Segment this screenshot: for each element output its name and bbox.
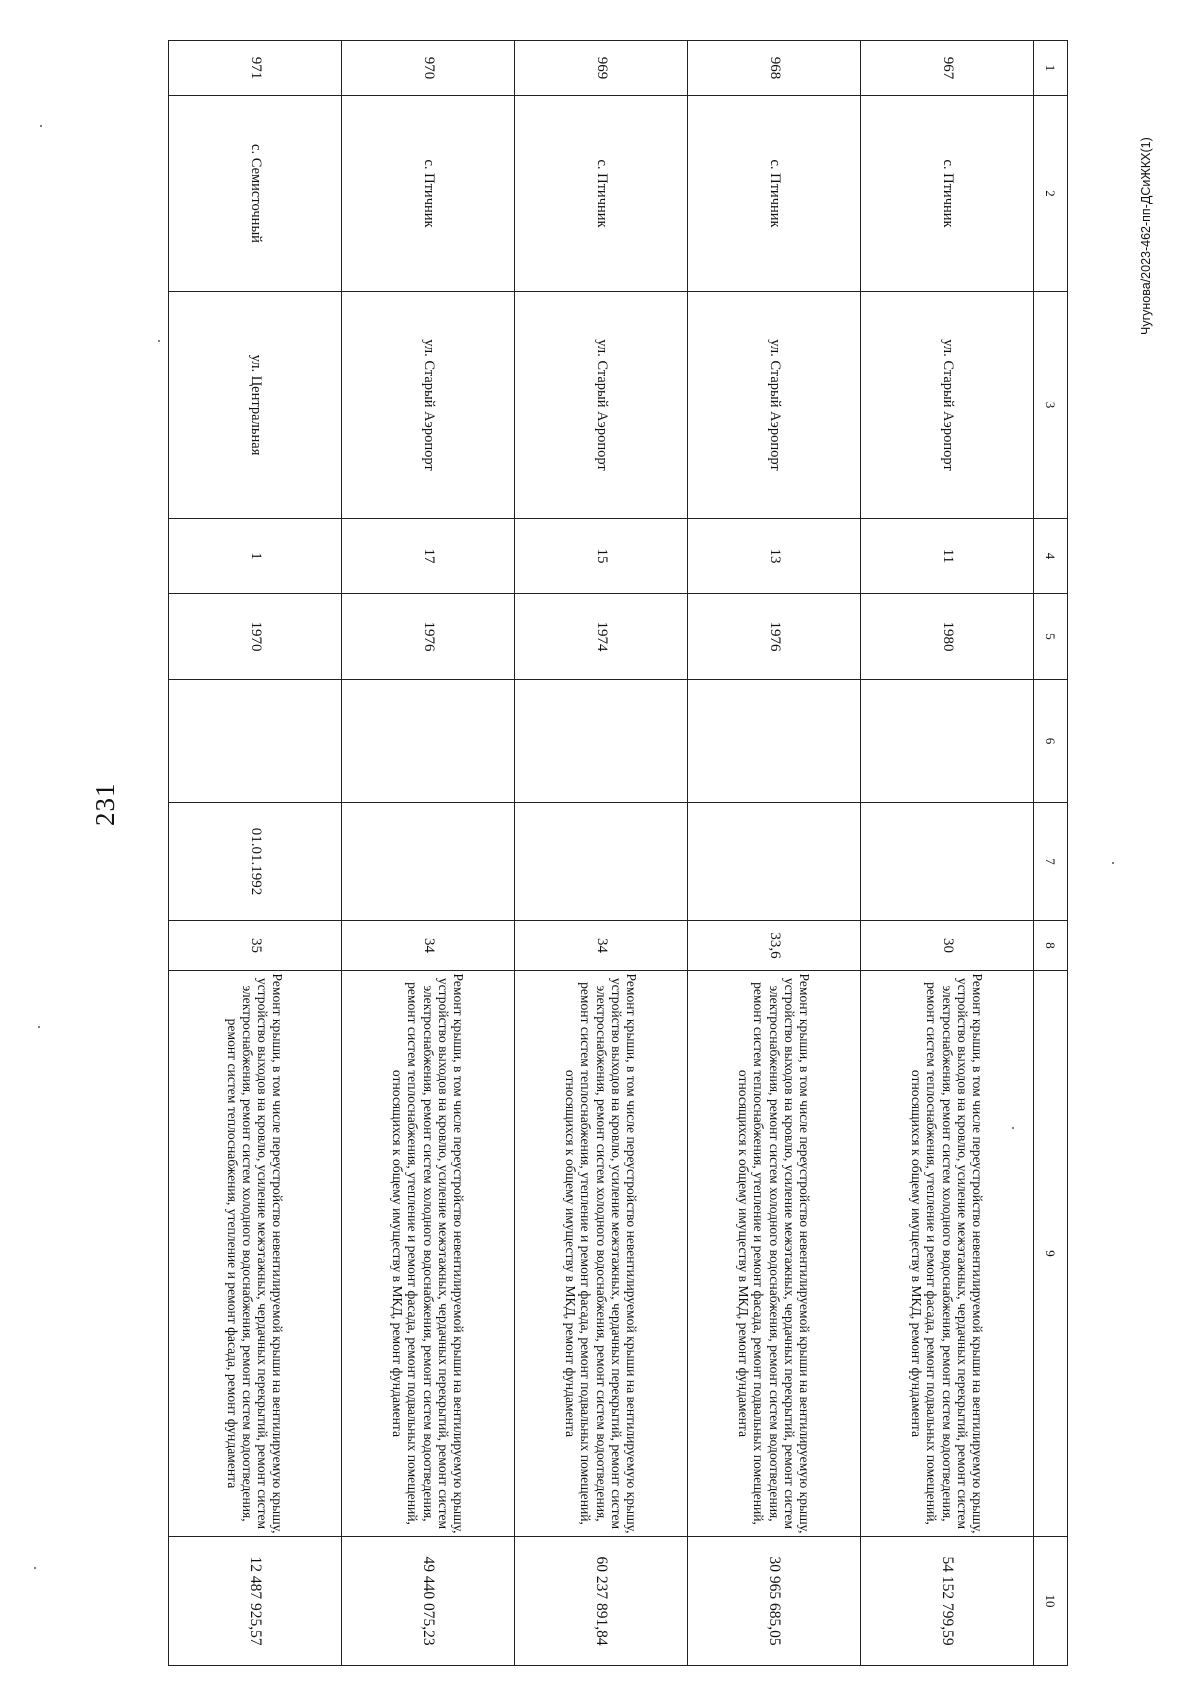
header-row — [1034, 41, 1068, 1666]
works-description-cell: Ремонт крыши, в том числе переустройство невентилируемой крыши на вентилируемую крышу, устройство выходов на кровлю, усиление межэтажных, чердачных перекрытий, ремонт систем электроснабжения, ремонт систем холодного водоснабжения, ремонт систем водоотведения, ремонт систем теплоснабжения, утепление и ремонт фасада, ремонт подвальных помещений, относящихся к общему имуществу в МКД, ремонт фундамента — [861, 971, 1034, 1537]
date-cell — [342, 803, 515, 921]
column-number-header: 4 — [1034, 519, 1068, 594]
scan-speck — [38, 1026, 40, 1028]
settlement-cell: с. Семисточный — [169, 96, 342, 292]
column-number-header: 5 — [1034, 594, 1068, 680]
column-number-header: 6 — [1034, 680, 1068, 803]
column-number-header: 7 — [1034, 803, 1068, 921]
scan-speck — [1112, 862, 1114, 864]
year-built-cell: 1980 — [861, 594, 1034, 680]
column-number-header: 3 — [1034, 292, 1068, 519]
column-8-cell: 34 — [515, 921, 688, 971]
column-6-cell — [169, 680, 342, 803]
table-row — [169, 41, 342, 1666]
street-cell: ул. Старый Аэропорт — [861, 292, 1034, 519]
street-cell: ул. Центральная — [169, 292, 342, 519]
table-row — [515, 41, 688, 1666]
row-number: 968 — [688, 41, 861, 96]
table-row — [342, 41, 515, 1666]
column-8-cell: 33,6 — [688, 921, 861, 971]
street-cell: ул. Старый Аэропорт — [688, 292, 861, 519]
works-description-cell: Ремонт крыши, в том числе переустройство невентилируемой крыши на вентилируемую крышу, устройство выходов на кровлю, усиление межэтажных, чердачных перекрытий, ремонт систем электроснабжения, ремонт систем холодного водоснабжения, ремонт систем водоотведения, ремонт систем теплоснабжения, утепление и ремонт фасада, ремонт подвальных помещений, относящихся к общему имуществу в МКД, ремонт фундамента — [515, 971, 688, 1537]
house-number-cell: 11 — [861, 519, 1034, 594]
house-number-cell: 15 — [515, 519, 688, 594]
scan-speck — [40, 125, 42, 127]
table-row — [861, 41, 1034, 1666]
row-number: 970 — [342, 41, 515, 96]
column-6-cell — [342, 680, 515, 803]
settlement-cell: с. Птичник — [515, 96, 688, 292]
house-number-cell: 17 — [342, 519, 515, 594]
scan-speck — [158, 340, 160, 342]
column-number-header: 2 — [1034, 96, 1068, 292]
year-built-cell: 1970 — [169, 594, 342, 680]
works-description-cell: Ремонт крыши, в том числе переустройство невентилируемой крыши на вентилируемую крышу, устройство выходов на кровлю, усиление межэтажных, чердачных перекрытий, ремонт систем электроснабжения, ремонт систем холодного водоснабжения, ремонт систем водоотведения, ремонт систем теплоснабжения, утепление и ремонт фасада, ремонт фундамента — [169, 971, 342, 1537]
date-cell — [515, 803, 688, 921]
house-number-cell: 1 — [169, 519, 342, 594]
works-description-cell: Ремонт крыши, в том числе переустройство невентилируемой крыши на вентилируемую крышу, устройство выходов на кровлю, усиление межэтажных, чердачных перекрытий, ремонт систем электроснабжения, ремонт систем холодного водоснабжения, ремонт систем водоотведения, ремонт систем теплоснабжения, утепление и ремонт фасада, ремонт подвальных помещений, относящихся к общему имуществу в МКД, ремонт фундамента — [688, 971, 861, 1537]
year-built-cell: 1976 — [688, 594, 861, 680]
settlement-cell: с. Птичник — [861, 96, 1034, 292]
amount-cell: 60 237 891,84 — [515, 1537, 688, 1666]
document-code: Чугунова/2023-462-пп-ДСиЖКХ(1) — [1139, 137, 1153, 335]
column-number-header: 1 — [1034, 41, 1068, 96]
amount-cell: 12 487 925,57 — [169, 1537, 342, 1666]
scan-speck — [1012, 1127, 1014, 1129]
page-number: 231 — [90, 782, 120, 826]
street-cell: ул. Старый Аэропорт — [515, 292, 688, 519]
row-number: 967 — [861, 41, 1034, 96]
column-number-header: 10 — [1034, 1537, 1068, 1666]
row-number: 969 — [515, 41, 688, 96]
column-8-cell: 35 — [169, 921, 342, 971]
column-6-cell — [515, 680, 688, 803]
table-row — [688, 41, 861, 1666]
street-cell: ул. Старый Аэропорт — [342, 292, 515, 519]
column-6-cell — [688, 680, 861, 803]
column-8-cell: 34 — [342, 921, 515, 971]
date-cell — [688, 803, 861, 921]
amount-cell: 49 440 075,23 — [342, 1537, 515, 1666]
settlement-cell: с. Птичник — [688, 96, 861, 292]
amount-cell: 30 965 685,05 — [688, 1537, 861, 1666]
column-number-header: 8 — [1034, 921, 1068, 971]
date-cell — [861, 803, 1034, 921]
register-table — [168, 40, 1068, 1666]
column-8-cell: 30 — [861, 921, 1034, 971]
row-number: 971 — [169, 41, 342, 96]
house-number-cell: 13 — [688, 519, 861, 594]
column-number-header: 9 — [1034, 971, 1068, 1537]
register-table-container — [168, 40, 1068, 1665]
year-built-cell: 1974 — [515, 594, 688, 680]
amount-cell: 54 152 799,59 — [861, 1537, 1034, 1666]
settlement-cell: с. Птичник — [342, 96, 515, 292]
column-6-cell — [861, 680, 1034, 803]
date-cell: 01.01.1992 — [169, 803, 342, 921]
works-description-cell: Ремонт крыши, в том числе переустройство невентилируемой крыши на вентилируемую крышу, устройство выходов на кровлю, усиление межэтажных, чердачных перекрытий, ремонт систем электроснабжения, ремонт систем холодного водоснабжения, ремонт систем водоотведения, ремонт систем теплоснабжения, утепление и ремонт фасада, ремонт подвальных помещений, относящихся к общему имуществу в МКД, ремонт фундамента — [342, 971, 515, 1537]
scan-speck — [34, 1567, 36, 1569]
year-built-cell: 1976 — [342, 594, 515, 680]
